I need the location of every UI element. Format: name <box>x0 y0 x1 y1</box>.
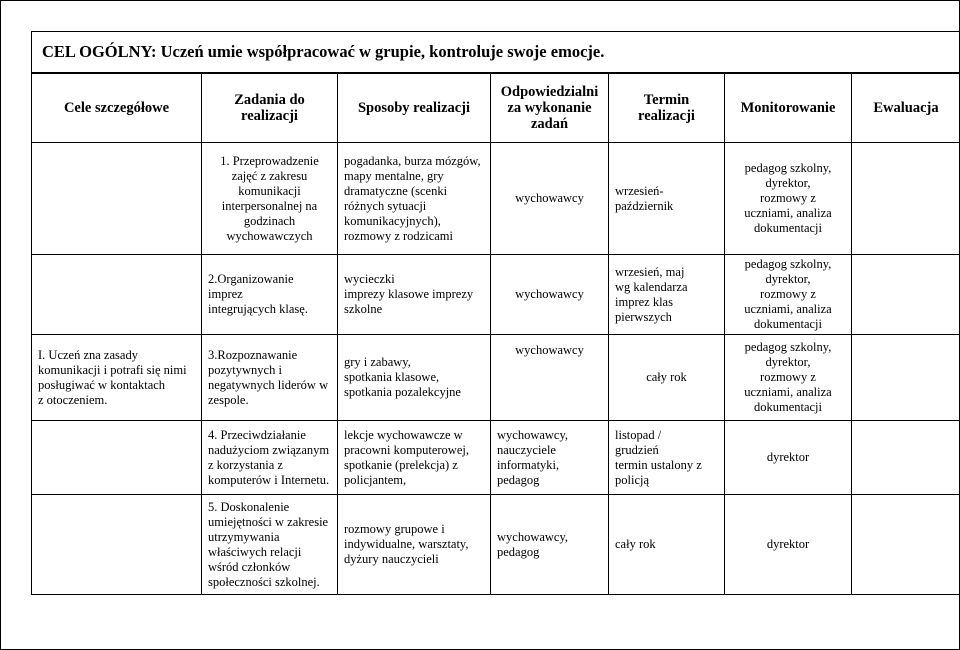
table-row <box>32 255 960 335</box>
header-ewaluacja: Ewaluacja <box>852 74 960 143</box>
header-termin: Termin realizacji <box>609 74 725 143</box>
header-odpowiedzialni: Odpowiedzialni za wykonanie zadań <box>491 74 609 143</box>
cell-ewaluacja <box>852 255 960 335</box>
cell-sposoby: wycieczki imprezy klasowe imprezy szkolne <box>338 255 491 335</box>
header-monitorowanie: Monitorowanie <box>725 74 852 143</box>
goal-title-box <box>31 31 959 73</box>
cell-odpowiedzialni: wychowawcy <box>491 335 609 421</box>
cell-sposoby: rozmowy grupowe i indywidualne, warsztaty, dyżury nauczycieli <box>338 495 491 595</box>
cell-odpowiedzialni: wychowawcy, nauczyciele informatyki, pedagog <box>491 421 609 495</box>
cell-cel <box>32 143 202 255</box>
cell-termin: wrzesień- październik <box>609 143 725 255</box>
cell-zadanie: 4. Przeciwdziałanie nadużyciom związanym z korzystania z komputerów i Internetu. <box>202 421 338 495</box>
cell-zadanie: 1. Przeprowadzenie zajęć z zakresu komunikacji interpersonalnej na godzinach wychowawczych <box>202 143 338 255</box>
header-cele: Cele szczegółowe <box>32 74 202 143</box>
cell-monitorowanie: dyrektor <box>725 495 852 595</box>
cell-monitorowanie: dyrektor <box>725 421 852 495</box>
cell-cel <box>32 421 202 495</box>
table-row <box>32 421 960 495</box>
cell-termin: cały rok <box>609 335 725 421</box>
plan-table <box>31 73 960 595</box>
cell-termin: wrzesień, maj wg kalendarza imprez klas pierwszych <box>609 255 725 335</box>
cell-sposoby: pogadanka, burza mózgów, mapy mentalne, gry dramatyczne (scenki różnych sytuacji komunikacyjnych), rozmowy z rodzicami <box>338 143 491 255</box>
table-row <box>32 495 960 595</box>
table-row <box>32 143 960 255</box>
general-goal-title: CEL OGÓLNY: Uczeń umie współpracować w grupie, kontroluje swoje emocje. <box>42 42 605 61</box>
cell-odpowiedzialni: wychowawcy <box>491 255 609 335</box>
cell-termin: listopad / grudzień termin ustalony z policją <box>609 421 725 495</box>
header-sposoby: Sposoby realizacji <box>338 74 491 143</box>
cell-zadanie: 3.Rozpoznawanie pozytywnych i negatywnych liderów w zespole. <box>202 335 338 421</box>
table-row <box>32 335 960 421</box>
cell-sposoby: gry i zabawy, spotkania klasowe, spotkania pozalekcyjne <box>338 335 491 421</box>
cell-ewaluacja <box>852 495 960 595</box>
cell-cel <box>32 255 202 335</box>
cell-monitorowanie: pedagog szkolny, dyrektor, rozmowy z uczniami, analiza dokumentacji <box>725 255 852 335</box>
cell-sposoby: lekcje wychowawcze w pracowni komputerowej, spotkanie (prelekcja) z policjantem, <box>338 421 491 495</box>
cell-odpowiedzialni: wychowawcy, pedagog <box>491 495 609 595</box>
cell-monitorowanie: pedagog szkolny, dyrektor, rozmowy z uczniami, analiza dokumentacji <box>725 143 852 255</box>
cell-cel <box>32 495 202 595</box>
cell-ewaluacja <box>852 143 960 255</box>
cell-ewaluacja <box>852 421 960 495</box>
header-zadania: Zadania do realizacji <box>202 74 338 143</box>
cell-odpowiedzialni: wychowawcy <box>491 143 609 255</box>
cell-monitorowanie: pedagog szkolny, dyrektor, rozmowy z uczniami, analiza dokumentacji <box>725 335 852 421</box>
cell-zadanie: 2.Organizowanie imprez integrujących klasę. <box>202 255 338 335</box>
cell-zadanie: 5. Doskonalenie umiejętności w zakresie utrzymywania właściwych relacji wśród członków społeczności szkolnej. <box>202 495 338 595</box>
cell-cel: I. Uczeń zna zasady komunikacji i potrafi się nimi posługiwać w kontaktach z otoczeniem. <box>32 335 202 421</box>
cell-ewaluacja <box>852 335 960 421</box>
cell-termin: cały rok <box>609 495 725 595</box>
header-row <box>32 74 960 143</box>
